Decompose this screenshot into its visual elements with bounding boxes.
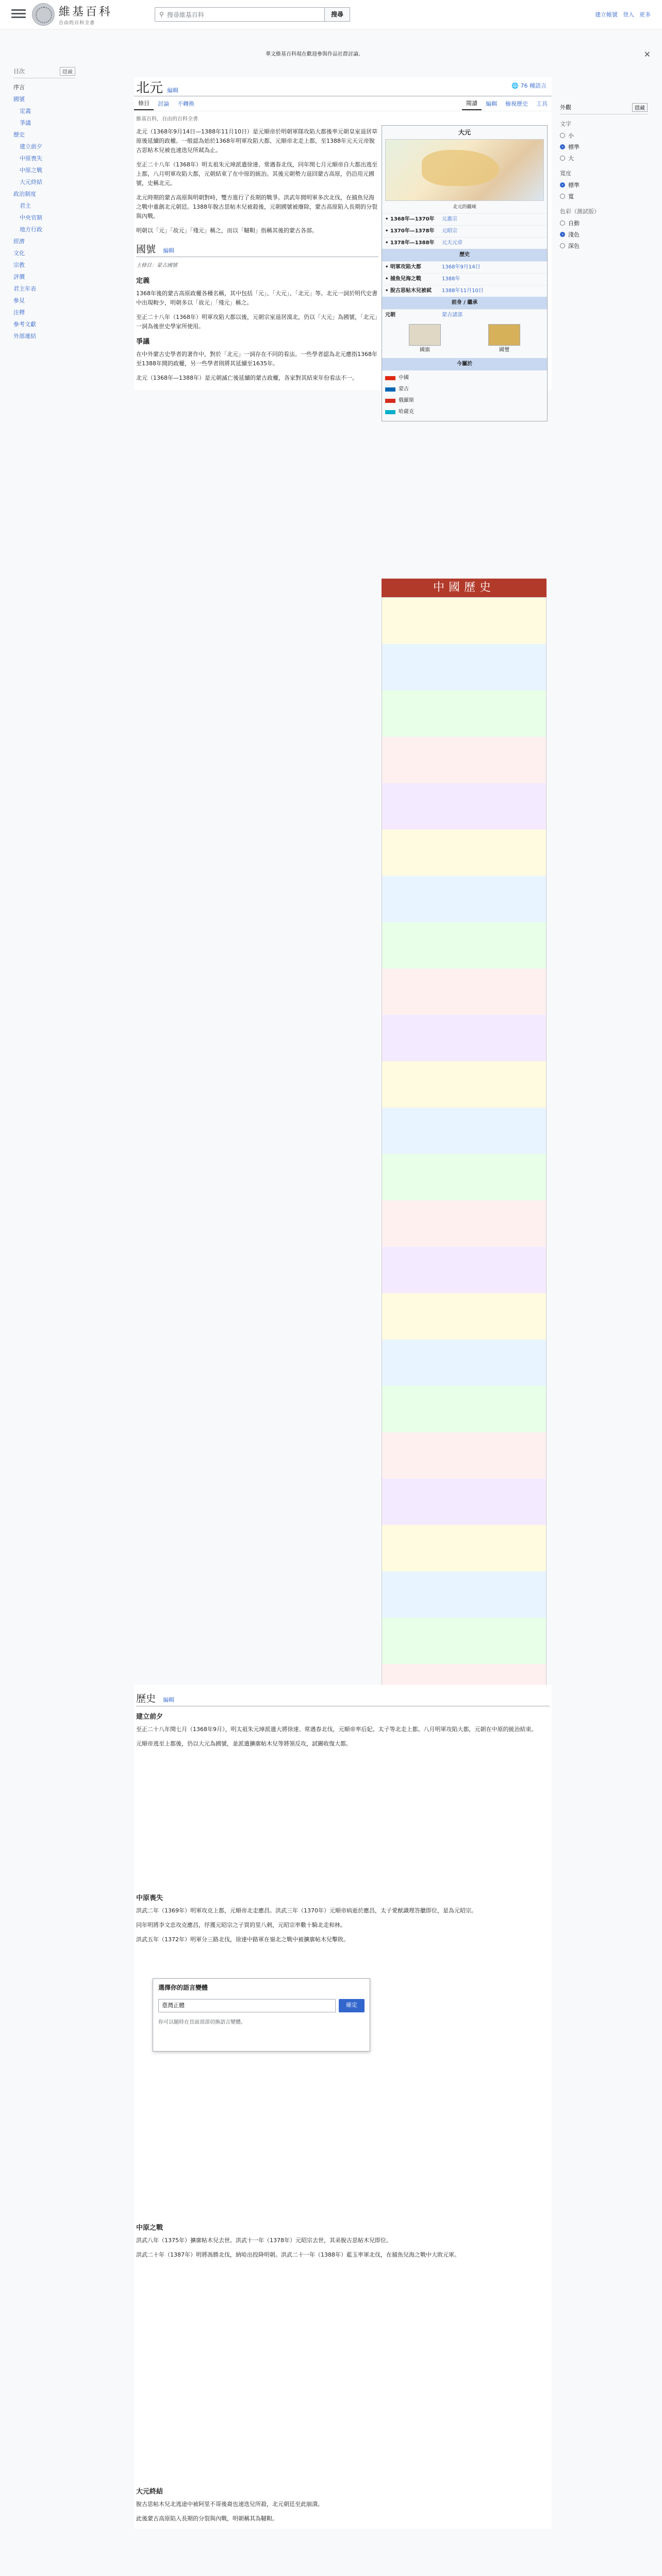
infobox-value[interactable]: 1368年9月14日 xyxy=(442,264,481,270)
search-form xyxy=(155,7,350,22)
infobox-key: • 1378年—1388年 xyxy=(385,240,435,246)
infobox-row xyxy=(382,213,547,225)
subsection-heading-s3: 中原之戰 xyxy=(136,2224,163,2232)
toc-item[interactable] xyxy=(13,176,75,188)
section-edit-link[interactable]: 編輯 xyxy=(163,1697,175,1703)
flag-image[interactable] xyxy=(409,324,441,346)
tab-tools[interactable]: 工具 xyxy=(536,100,548,107)
infobox-key: • 捕魚兒海之戰 xyxy=(385,276,421,282)
toc-item[interactable] xyxy=(13,117,75,129)
history-section xyxy=(134,1685,552,2529)
infobox-value[interactable]: 元昭宗 xyxy=(442,228,457,234)
chronology-banner: 中國歷史 xyxy=(382,579,547,597)
width-label: 寬度 xyxy=(560,170,571,177)
tab-read[interactable]: 閱讀 xyxy=(462,97,482,110)
infobox-map-caption: 北元的疆域 xyxy=(453,205,476,210)
seal-image[interactable] xyxy=(488,324,520,346)
search-button[interactable]: 搜尋 xyxy=(325,7,350,22)
body-paragraph: 至正二十八年（1368年）明軍攻陷大都以後，元朝宗室退居漠北，仍以「大元」為國號，「北元」一詞為後世史學家所使用。 xyxy=(136,314,377,330)
subsection-heading-zhengyi: 爭議 xyxy=(136,338,150,346)
infobox-key: • 明軍攻陷大都 xyxy=(385,264,421,270)
language-variant-dialog xyxy=(153,1978,370,2052)
body-paragraph: 此後蒙古高原陷入長期的分裂與內戰，明朝稱其為韃靼。 xyxy=(136,2515,278,2522)
main-article-note: 主條目：蒙古國號 xyxy=(136,263,177,268)
toc-item[interactable] xyxy=(13,141,75,152)
section-heading-guohao: 國號 編輯 xyxy=(136,245,378,257)
toc-item-label: 評價 xyxy=(13,274,25,280)
width-standard-radio[interactable]: 標準 xyxy=(560,179,648,191)
toc-item[interactable] xyxy=(13,235,75,247)
legend-swatch xyxy=(385,376,395,380)
subsection-heading-s1: 建立前夕 xyxy=(136,1713,163,1721)
legend-label[interactable]: 俄羅斯 xyxy=(399,398,414,403)
infobox-value[interactable]: 元天元帝 xyxy=(442,240,462,246)
appearance-hide-button[interactable]: 隱藏 xyxy=(632,103,648,112)
toc-item[interactable] xyxy=(13,295,75,307)
lead-paragraph: 至正二十八年（1368年）明太祖朱元璋派遣徐達、常遇春北伐，同年閏七月元順帝自大都出逃至上都，八月明軍攻陷大都，元朝結束了在中原的統治。其後元朝勢力退回蒙古高原，仍沿用元國號，史稱北元。 xyxy=(136,161,377,187)
width-wide-radio[interactable]: 寬 xyxy=(560,191,648,202)
toc-item-label: 外部連結 xyxy=(13,333,36,340)
text-size-label: 文字 xyxy=(560,121,571,127)
table-of-contents xyxy=(13,67,75,342)
language-button[interactable]: 🌐 76 種語言 xyxy=(511,82,547,89)
tab-edit[interactable]: 編輯 xyxy=(486,100,497,107)
toc-item-label: 君主年表 xyxy=(13,285,36,292)
chronology-table[interactable] xyxy=(382,597,547,1752)
infobox-value[interactable]: 1388年11月10日 xyxy=(442,288,484,294)
infobox-key: 元朝 xyxy=(385,312,395,318)
page-title: 北元 編輯 xyxy=(136,80,179,96)
body-paragraph: 洪武五年（1372年）明軍分三路北伐，徐達中路軍在嶺北之戰中被擴廓帖木兒擊敗。 xyxy=(136,1936,349,1943)
create-account-link[interactable]: 建立帳號 xyxy=(595,11,618,18)
infobox-row xyxy=(382,309,547,321)
dialog-title: 選擇你的語言變體 xyxy=(158,1984,208,1991)
infobox-value[interactable]: 1388年 xyxy=(442,276,460,282)
legend-item xyxy=(382,395,547,406)
body-paragraph: 至正二十八年閏七月（1368年9月），明太祖朱元璋派遣大將徐達、常遇春北伐，元順帝率后妃、太子等北走上都。八月明軍攻陷大都，元朝在中原的統治結束。 xyxy=(136,1726,537,1733)
toc-item-label: 爭議 xyxy=(20,120,31,126)
body-paragraph: 1368年後的蒙古高原政權各種名稱，其中包括「元」、「大元」、「北元」等。北元一詞於明代史書中出現較少，明朝多以「故元」「殘元」稱之。 xyxy=(136,290,377,306)
infobox-row xyxy=(382,285,547,297)
toc-item-label: 定義 xyxy=(20,108,31,114)
infobox-section-head: 前身 / 繼承 xyxy=(382,297,547,309)
infobox-section-head: 歷史 xyxy=(382,249,547,261)
toc-item[interactable] xyxy=(13,318,75,330)
legend-item xyxy=(382,384,547,395)
toc-item[interactable] xyxy=(13,129,75,141)
infobox-key: • 1368年—1370年 xyxy=(385,216,435,222)
legend-swatch xyxy=(385,399,395,403)
close-notice-icon[interactable]: ✕ xyxy=(643,49,651,59)
infobox-map[interactable] xyxy=(385,139,544,201)
toc-item-label: 政治制度 xyxy=(13,191,36,197)
site-logo[interactable] xyxy=(32,3,112,26)
legend-item xyxy=(382,406,547,418)
toc-item-label: 經濟 xyxy=(13,238,25,245)
toc-item[interactable] xyxy=(13,164,75,176)
lead-paragraph: 明朝以「元」「故元」「殘元」稱之，而以「韃靼」指稱其後的蒙古各部。 xyxy=(136,227,318,234)
toc-item[interactable] xyxy=(13,224,75,235)
toc-item[interactable] xyxy=(13,152,75,164)
title-edit-link[interactable]: 編輯 xyxy=(167,87,179,94)
infobox-title: 大元 xyxy=(458,129,471,136)
site-tagline: 自由的百科全書 xyxy=(59,21,95,26)
tab-article[interactable]: 條目 xyxy=(134,97,154,110)
toc-hide-button[interactable]: 隱藏 xyxy=(60,67,75,76)
article-body xyxy=(134,125,552,594)
infobox-key: • 脫古思帖木兒被弒 xyxy=(385,288,432,294)
toc-item[interactable] xyxy=(13,307,75,318)
legend-title: 今屬於 xyxy=(382,358,547,370)
legend-label[interactable]: 中國 xyxy=(399,375,409,381)
infobox-row xyxy=(382,237,547,249)
text-size-large-radio[interactable]: 大 xyxy=(560,152,648,164)
site-notice: 華文維基百科現在歡迎參與作品社群討論。 xyxy=(266,52,363,57)
site-header xyxy=(0,0,662,29)
toc-item-label: 國號 xyxy=(13,96,25,103)
page-byline: 維基百科，自由的百科全書 xyxy=(136,116,198,122)
legend-swatch xyxy=(385,410,395,414)
toc-item-label: 地方行政 xyxy=(20,226,42,233)
user-links xyxy=(595,10,651,19)
toc-item-label: 中央官制 xyxy=(20,214,42,221)
appearance-panel xyxy=(560,103,648,251)
legend-swatch xyxy=(385,387,395,392)
body-paragraph: 洪武二十年（1387年）明將馮勝北伐，納哈出投降明朝。洪武二十一年（1388年）藍玉率軍北伐，在捕魚兒海之戰中大敗元軍。 xyxy=(136,2251,460,2258)
toc-item-label: 參考文獻 xyxy=(13,321,36,328)
toc-item[interactable] xyxy=(13,200,75,212)
body-paragraph: 洪武二年（1369年）明軍攻克上都，元順帝北走應昌。洪武三年（1370年）元順帝病逝於應昌，太子愛猷識理答臘即位，是為元昭宗。 xyxy=(136,1907,477,1914)
wikipedia-globe-icon xyxy=(32,3,55,26)
seal-label: 國璽 xyxy=(499,347,509,353)
tab-variant[interactable]: 不轉換 xyxy=(177,100,194,107)
infobox-key: • 1370年—1378年 xyxy=(385,228,435,234)
search-icon: ⚲ xyxy=(159,11,164,18)
legend-item xyxy=(382,372,547,384)
login-link[interactable]: 登入 xyxy=(623,11,634,18)
body-paragraph: 同年明將李文忠攻克應昌，俘獲元昭宗之子買的里八剌，元昭宗率數十騎北走和林。 xyxy=(136,1922,346,1928)
toc-item[interactable] xyxy=(13,247,75,259)
subsection-heading-s2: 中原喪失 xyxy=(136,1894,163,1902)
toc-item-label: 序言 xyxy=(13,84,25,91)
toc-item[interactable] xyxy=(13,212,75,224)
toc-item[interactable] xyxy=(13,271,75,283)
infobox-value[interactable]: 元惠宗 xyxy=(442,216,457,222)
page-tabs xyxy=(134,96,552,111)
legend-label[interactable]: 蒙古 xyxy=(399,386,409,392)
toc-item[interactable] xyxy=(13,105,75,117)
variant-select[interactable]: 臺灣正體 xyxy=(158,1999,336,2012)
section-heading-history: 歷史 編輯 xyxy=(136,1694,550,1706)
main-menu-icon[interactable] xyxy=(11,7,26,22)
toc-item[interactable] xyxy=(13,259,75,271)
body-paragraph: 洪武八年（1375年）擴廓帖木兒去世。洪武十一年（1378年）元昭宗去世，其弟脫古思帖木兒即位。 xyxy=(136,2237,392,2244)
infobox-row xyxy=(382,273,547,285)
appearance-title: 外觀 xyxy=(560,104,571,111)
chronology-navbox xyxy=(382,579,547,1752)
toc-item-label: 建立前夕 xyxy=(20,143,42,150)
dialog-note: 你可以隨時在頁面頂部切換語言變體。 xyxy=(158,2020,246,2025)
color-light-radio[interactable]: 淺色 xyxy=(560,229,648,240)
toc-item-label: 歷史 xyxy=(13,131,25,138)
infobox-value[interactable]: 蒙古諸部 xyxy=(442,312,462,318)
confirm-button[interactable]: 確定 xyxy=(339,1999,365,2012)
tab-history[interactable]: 檢視歷史 xyxy=(505,100,528,107)
body-paragraph: 脫古思帖木兒北逃途中被阿里不哥後裔也速迭兒所殺，北元朝廷至此崩潰。 xyxy=(136,2501,323,2507)
subsection-heading-s4: 大元終結 xyxy=(136,2488,163,2496)
lead-paragraph: 北元時期的蒙古高原與明朝對峙，雙方進行了長期的戰爭。洪武年間明軍多次北伐，在捕魚兒海之戰中重創北元朝廷。1388年脫古思帖木兒被殺後，元朝國號被廢除，蒙古高原陷入長期的分裂與內戰。 xyxy=(136,194,377,219)
infobox xyxy=(382,125,548,421)
toc-item[interactable] xyxy=(13,188,75,200)
color-label: 色彩（測試版） xyxy=(560,208,600,215)
body-paragraph: 北元（1368年—1388年）是元朝滅亡後延續的蒙古政權，各家對其結束年份看法不一。 xyxy=(136,375,358,381)
text-size-small-radio[interactable]: 小 xyxy=(560,130,648,141)
body-paragraph: 元順帝逃至上都後，仍以大元為國號，並派遣擴廓帖木兒等將領反攻，試圖收復大都。 xyxy=(136,1740,352,1747)
subsection-heading-dingyi: 定義 xyxy=(136,277,150,285)
toc-item-label: 宗教 xyxy=(13,262,25,268)
section-edit-link[interactable]: 編輯 xyxy=(163,247,175,254)
body-paragraph: 在中外蒙古史學者的著作中，對於「北元」一詞存在不同的看法。一些學者認為北元應指1368年至1388年間的政權，另一些學者則將其延續至1635年。 xyxy=(136,351,377,367)
tab-talk[interactable]: 討論 xyxy=(158,100,169,107)
toc-item[interactable] xyxy=(13,81,75,93)
toc-item[interactable] xyxy=(13,330,75,342)
toc-item-label: 參見 xyxy=(13,297,25,304)
lead-paragraph: 北元（1368年9月14日—1388年11月10日）是元順帝於明朝軍隊攻陷大都後率元朝皇室退居草原後延續的政權。一般認為始於1368年明軍攻陷大都、元順帝北走上都，至1388年元天元帝脫古思帖木兒被也速迭兒所弒為止。 xyxy=(136,128,377,154)
toc-item[interactable] xyxy=(13,93,75,105)
toc-item-label: 君主 xyxy=(20,202,31,209)
infobox-row xyxy=(382,225,547,237)
infobox-row xyxy=(382,261,547,273)
flag-label: 國旗 xyxy=(420,347,430,353)
color-dark-radio[interactable]: 深色 xyxy=(560,240,648,251)
toc-item-label: 文化 xyxy=(13,250,25,257)
toc-item-label: 注釋 xyxy=(13,309,25,316)
toc-item-label: 中原喪失 xyxy=(20,155,42,162)
search-input[interactable]: ⚲ 搜尋維基百科 xyxy=(155,7,325,22)
site-name: 維基百科 xyxy=(59,6,113,19)
toc-item-label: 中原之戰 xyxy=(20,167,42,174)
more-menu-link[interactable]: 更多 xyxy=(639,11,651,18)
toc-item[interactable] xyxy=(13,283,75,295)
text-size-standard-radio[interactable]: 標準 xyxy=(560,141,648,152)
legend-label[interactable]: 哈薩克 xyxy=(399,409,414,415)
toc-title: 目次 xyxy=(13,68,25,75)
toc-item-label: 大元終結 xyxy=(20,179,42,185)
main-content xyxy=(134,77,552,594)
color-auto-radio[interactable]: 自動 xyxy=(560,217,648,229)
